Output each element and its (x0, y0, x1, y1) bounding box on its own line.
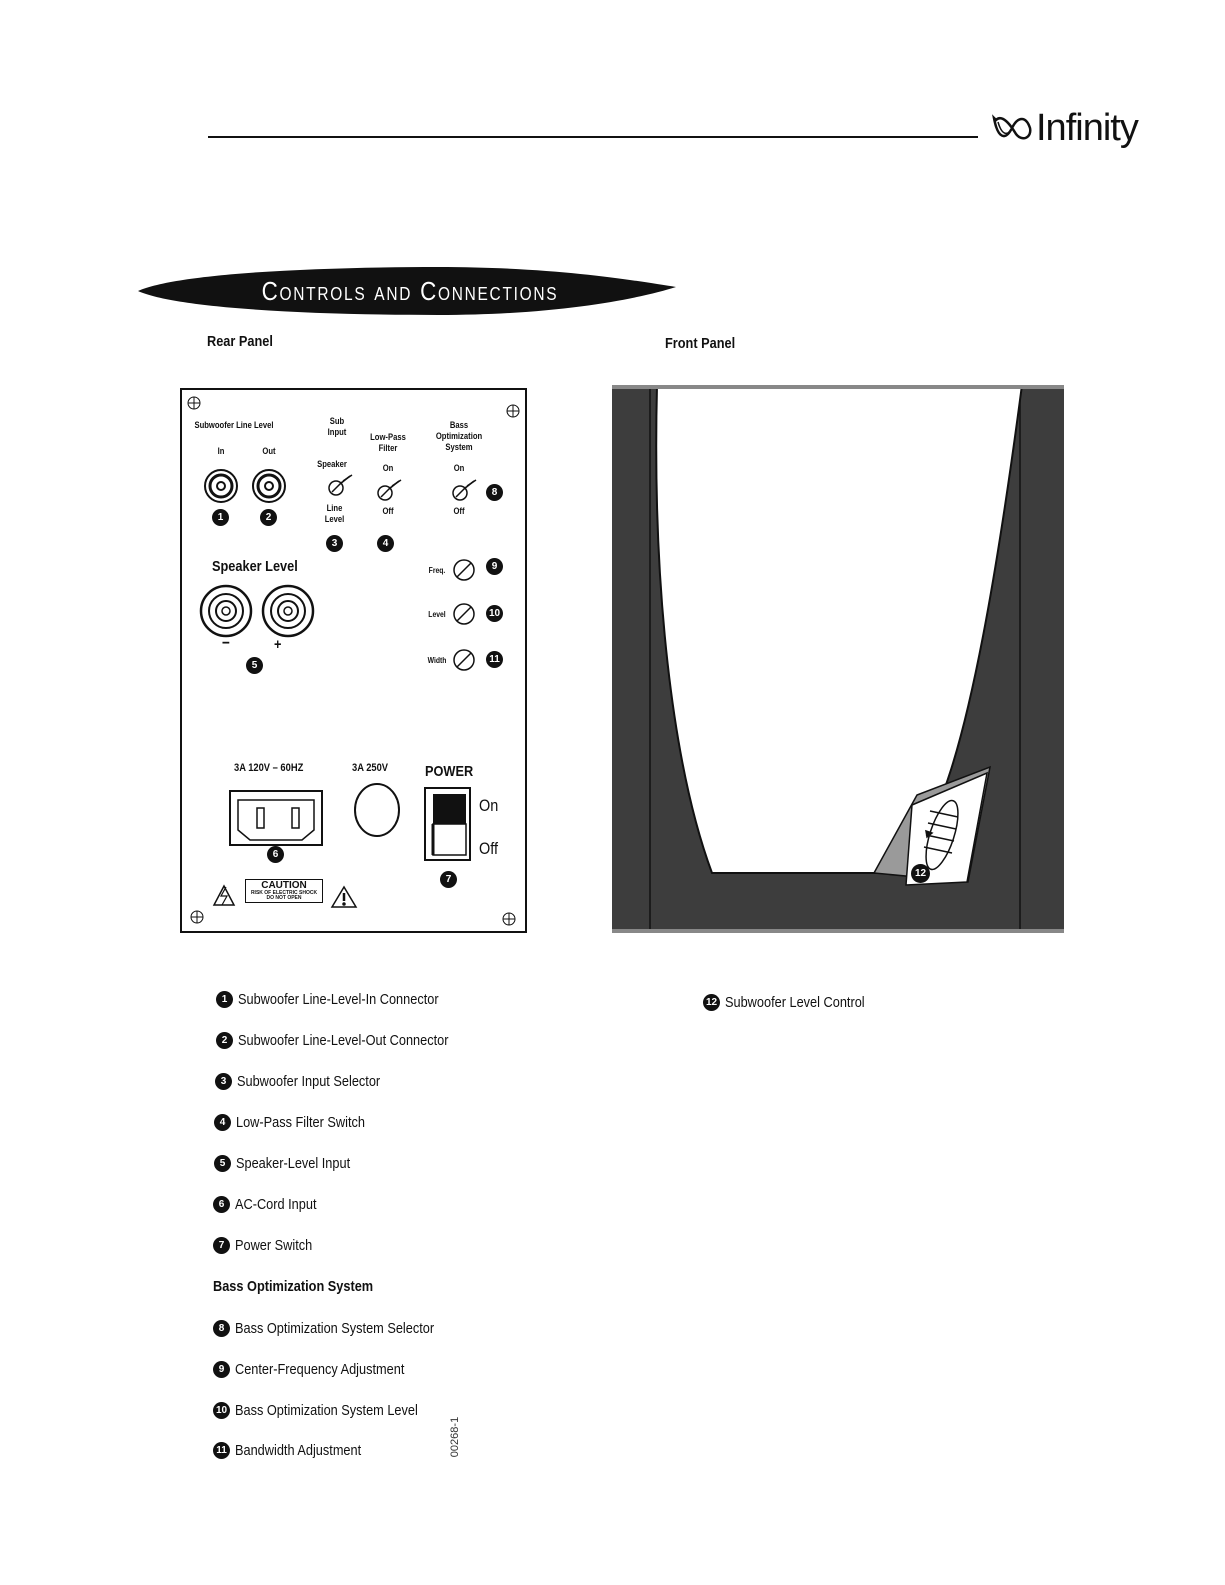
legend-badge: 7 (213, 1237, 230, 1254)
legend-label: Subwoofer Input Selector (237, 1073, 381, 1090)
callout-badge: 9 (486, 558, 503, 575)
out-label: Out (262, 446, 276, 456)
infinity-logo-icon (990, 110, 1034, 146)
legend-badge: 6 (213, 1196, 230, 1213)
line-level-label: Line Level (324, 503, 345, 524)
toggle-switch-icon (329, 475, 476, 500)
legend-label: Subwoofer Line-Level-Out Connector (238, 1032, 449, 1049)
bos-on-label: On (453, 463, 465, 473)
front-panel-heading: Front Panel (665, 335, 736, 352)
callout-badge: 5 (246, 657, 263, 674)
callout-badge: 4 (377, 535, 394, 552)
callout-badge: 12 (911, 864, 930, 883)
fuse-rating-label: 3A 250V (352, 762, 389, 774)
lowpass-title: Low-Pass Filter (370, 432, 406, 453)
caution-line1: RISK OF ELECTRIC SHOCK (250, 890, 318, 896)
legend-badge: 11 (213, 1442, 230, 1459)
brand-logo (990, 104, 1150, 152)
speaker-label: Speaker (317, 459, 347, 469)
brand-name: Infinity (1036, 106, 1138, 149)
power-rocker-icon (425, 788, 470, 860)
ac-inlet-icon (230, 791, 322, 845)
legend-item (703, 994, 889, 1011)
legend-item (215, 1073, 405, 1090)
caution-line2: DO NOT OPEN (266, 895, 302, 901)
legend-badge: 9 (213, 1361, 230, 1378)
knob-icon (454, 560, 474, 670)
callout-badge: 1 (212, 509, 229, 526)
freq-label: Freq. (428, 566, 446, 575)
sub-input-title: Sub Input (327, 416, 347, 437)
legend-badge: 1 (216, 991, 233, 1008)
in-label: In (217, 446, 225, 456)
rear-panel-graphics (182, 390, 525, 931)
legend-item (214, 1114, 388, 1131)
legend-label: Subwoofer Line-Level-In Connector (238, 991, 439, 1008)
legend-badge: 3 (215, 1073, 232, 1090)
callout-badge: 3 (326, 535, 343, 552)
caution-warning-icon (332, 887, 356, 907)
callout-badge: 6 (267, 846, 284, 863)
power-off-label: Off (479, 839, 499, 858)
minus-label: − (222, 635, 230, 652)
legend-item (213, 1320, 469, 1337)
caution-label (245, 879, 323, 903)
lowpass-on-label: On (382, 463, 394, 473)
legend-badge: 12 (703, 994, 720, 1011)
rear-panel-diagram (180, 388, 527, 933)
width-label: Width (427, 656, 447, 665)
power-on-label: On (479, 796, 499, 815)
document-number: 00268-1 (449, 1416, 461, 1458)
callout-badge: 7 (440, 871, 457, 888)
plus-label: + (274, 636, 282, 653)
fuse-holder-icon (355, 784, 399, 836)
legend-item (213, 1402, 450, 1419)
lowpass-off-label: Off (382, 506, 394, 516)
caution-title: CAUTION (261, 880, 307, 891)
section-title: Controls and Connections (261, 276, 559, 306)
line-level-title: Subwoofer Line Level (194, 420, 274, 430)
legend-label: Power Switch (235, 1237, 313, 1254)
legend-subheading: Bass Optimization System (213, 1278, 374, 1295)
binding-post-minus (201, 586, 251, 636)
legend-label: Bandwidth Adjustment (235, 1442, 362, 1459)
binding-post-plus (263, 586, 313, 636)
legend-item (213, 1442, 383, 1459)
level-label: Level (428, 610, 446, 619)
legend-badge: 4 (214, 1114, 231, 1131)
legend-label: Center-Frequency Adjustment (235, 1361, 405, 1378)
callout-badge: 10 (486, 605, 503, 622)
legend-badge: 8 (213, 1320, 230, 1337)
legend-label: Speaker-Level Input (236, 1155, 351, 1172)
bos-off-label: Off (453, 506, 465, 516)
shock-warning-icon (214, 886, 234, 905)
legend-item (216, 1032, 486, 1049)
legend-label: Bass Optimization System Selector (235, 1320, 435, 1337)
legend-label: Low-Pass Filter Switch (236, 1114, 365, 1131)
rca-jack-in (205, 470, 237, 502)
bos-title: Bass Optimization System (435, 420, 483, 452)
legend-item (213, 1196, 331, 1213)
ac-rating-label: 3A 120V – 60HZ (234, 762, 304, 774)
header-rule (208, 136, 978, 138)
legend-item (216, 991, 474, 1008)
legend-badge: 10 (213, 1402, 230, 1419)
legend-item (213, 1237, 326, 1254)
legend-badge: 5 (214, 1155, 231, 1172)
legend-label: AC-Cord Input (235, 1196, 317, 1213)
front-panel-diagram (612, 385, 1064, 933)
legend-label: Subwoofer Level Control (725, 994, 865, 1011)
rca-jack-out (253, 470, 285, 502)
callout-badge: 11 (486, 651, 503, 668)
legend-label: Bass Optimization System Level (235, 1402, 418, 1419)
legend-item (214, 1155, 370, 1172)
callout-badge: 8 (486, 484, 503, 501)
speaker-level-title: Speaker Level (212, 558, 298, 575)
callout-badge: 2 (260, 509, 277, 526)
rear-panel-heading: Rear Panel (207, 333, 273, 350)
legend-item (213, 1361, 434, 1378)
legend-badge: 2 (216, 1032, 233, 1049)
power-title: POWER (425, 763, 474, 780)
